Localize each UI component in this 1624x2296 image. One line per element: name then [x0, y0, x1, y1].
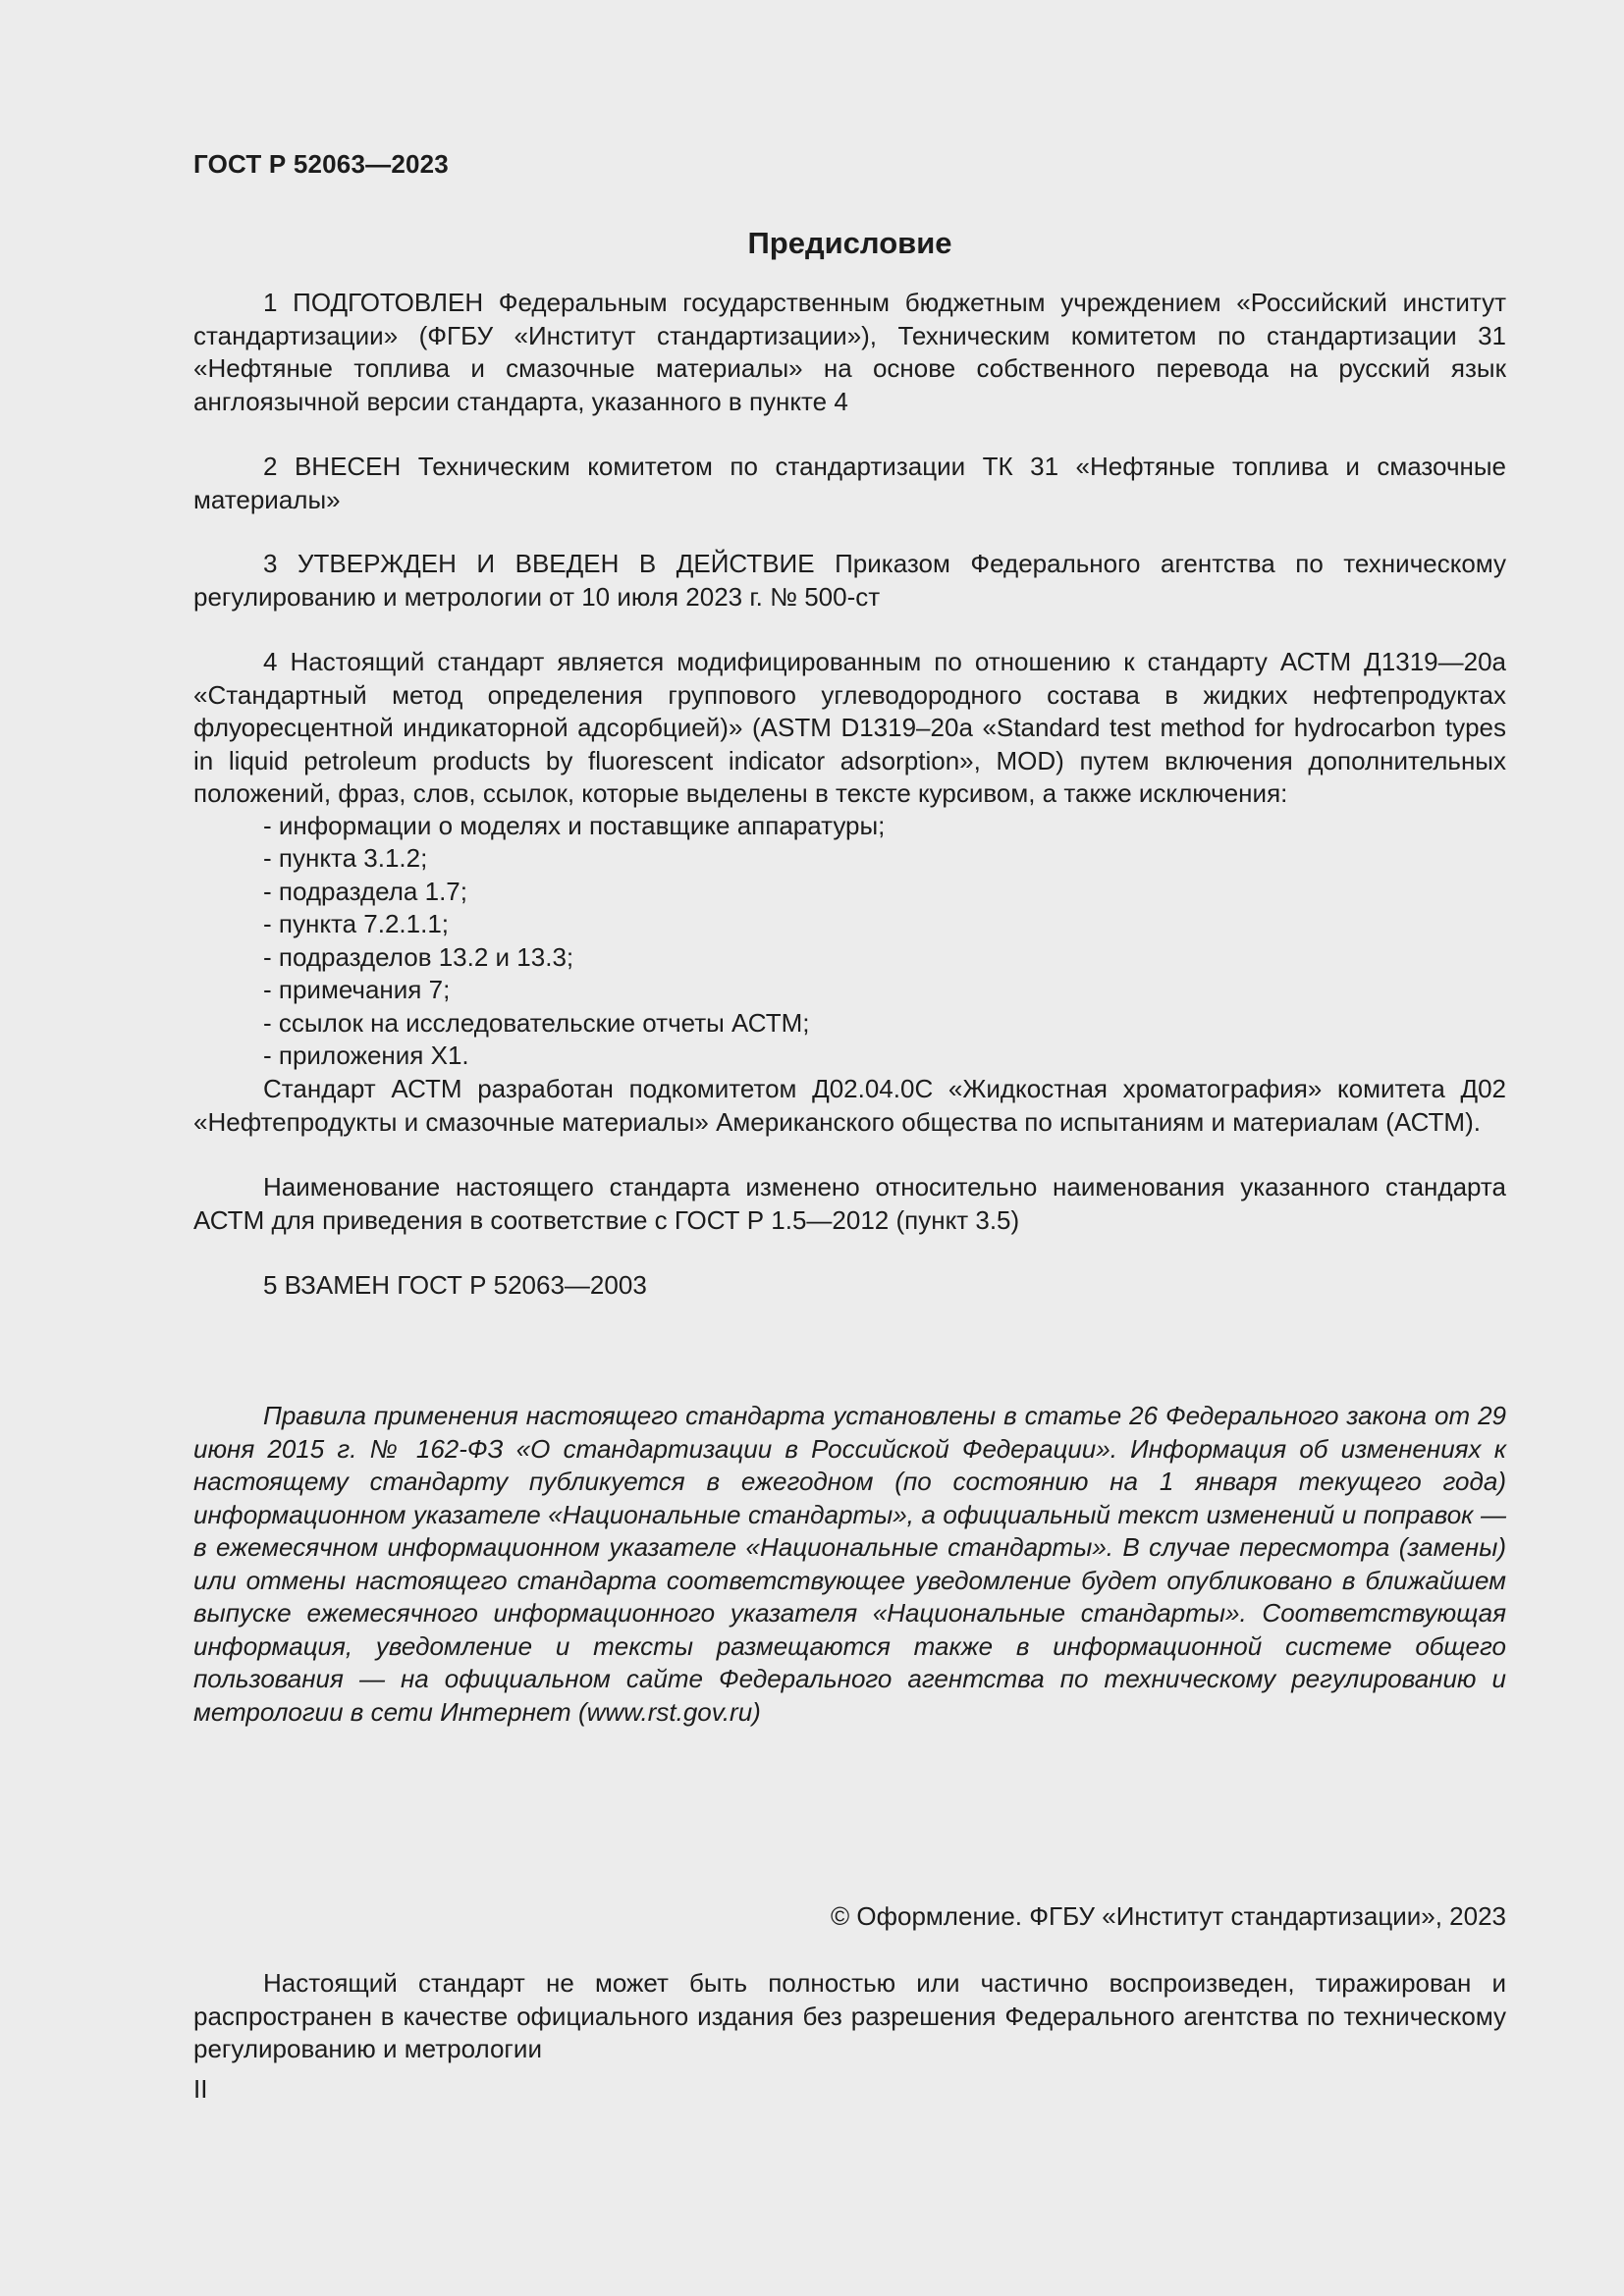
page-number: II [193, 2074, 208, 2104]
document-page [193, 0, 1506, 2296]
list-item: - ссылок на исследовательские отчеты АСТМ; [263, 1008, 810, 1038]
list-item: - приложения Х1. [263, 1041, 469, 1070]
copyright: © Оформление. ФГБУ «Институт стандартизации», 2023 [831, 1901, 1506, 1931]
paragraph-astm-committee: Стандарт АСТМ разработан подкомитетом Д02.04.0С «Жидкостная хроматография» комитета Д02 «Нефтепродукты и смазочные материалы» Американского общества по испытаниям и материалам (АСТМ). [193, 1074, 1506, 1137]
list-item: - подраздела 1.7; [263, 877, 467, 906]
paragraph-replaces: 5 ВЗАМЕН ГОСТ Р 52063—2003 [263, 1270, 647, 1300]
reproduction-note: Настоящий стандарт не может быть полностью или частично воспроизведен, тиражирован и распространен в качестве официального издания без разрешения Федерального агентства по техническому регулированию и метрологии [193, 1968, 1506, 2063]
list-item: - пункта 7.2.1.1; [263, 909, 450, 938]
paragraph-introduced: 2 ВНЕСЕН Техническим комитетом по стандартизации ТК 31 «Нефтяные топлива и смазочные материалы» [193, 452, 1506, 514]
page-title: Предисловие [747, 226, 952, 260]
document-code: ГОСТ Р 52063—2023 [193, 149, 449, 179]
paragraph-prepared: 1 ПОДГОТОВЛЕН Федеральным государственным бюджетным учреждением «Российский институт стандартизации» (ФГБУ «Институт стандартизации»), Техническим комитетом по стандартизации 31 «Нефтяные топлива и смазочные материалы» на основе собственного перевода на русский язык англоязычной версии стандарта, указанного в пункте 4 [193, 288, 1506, 416]
list-item: - подразделов 13.2 и 13.3; [263, 942, 574, 972]
list-item: - пункта 3.1.2; [263, 843, 428, 873]
paragraph-approved: 3 УТВЕРЖДЕН И ВВЕДЕН В ДЕЙСТВИЕ Приказом Федерального агентства по техническому регулированию и метрологии от 10 июля 2023 г. № 500-ст [193, 549, 1506, 612]
paragraph-name-change: Наименование настоящего стандарта изменено относительно наименования указанного стандарта АСТМ для приведения в соответствие с ГОСТ Р 1.5—2012 (пункт 3.5) [193, 1172, 1506, 1235]
list-item: - примечания 7; [263, 975, 451, 1004]
rules-note: Правила применения настоящего стандарта установлены в статье 26 Федерального закона от 29 июня 2015 г. № 162-ФЗ «О стандартизации в Российской Федерации». Информация об изменениях к настоящему стандарту публикуется в ежегодном (по состоянию на 1 января текущего года) информационном указателе «Национальные стандарты», а официальный текст изменений и поправок — в ежемесячном информационном указателе «Национальные стандарты». В случае пересмотра (замены) или отмены настоящего стандарта соответствующее уведомление будет опубликовано в ближайшем выпуске ежемесячного информационного указателя «Национальные стандарты». Соответствующая информация, уведомление и тексты размещаются также в информационной системе общего пользования — на официальном сайте Федерального агентства по техническому регулированию и метрологии в сети Интернет (www.rst.gov.ru) [193, 1401, 1506, 1727]
list-item: - информации о моделях и поставщике аппаратуры; [263, 811, 886, 840]
paragraph-modification: 4 Настоящий стандарт является модифицированным по отношению к стандарту АСТМ Д1319—20а «Стандартный метод определения группового углеводородного состава в жидких нефтепродуктах флуоресцентной индикаторной адсорбцией)» (ASTM D1319–20a «Standard test method for hydrocarbon types in liquid petroleum products by fluorescent indicator adsorption», MOD) путем включения дополнительных положений, фраз, слов, ссылок, которые выделены в тексте курсивом, а также исключения: [193, 647, 1506, 808]
